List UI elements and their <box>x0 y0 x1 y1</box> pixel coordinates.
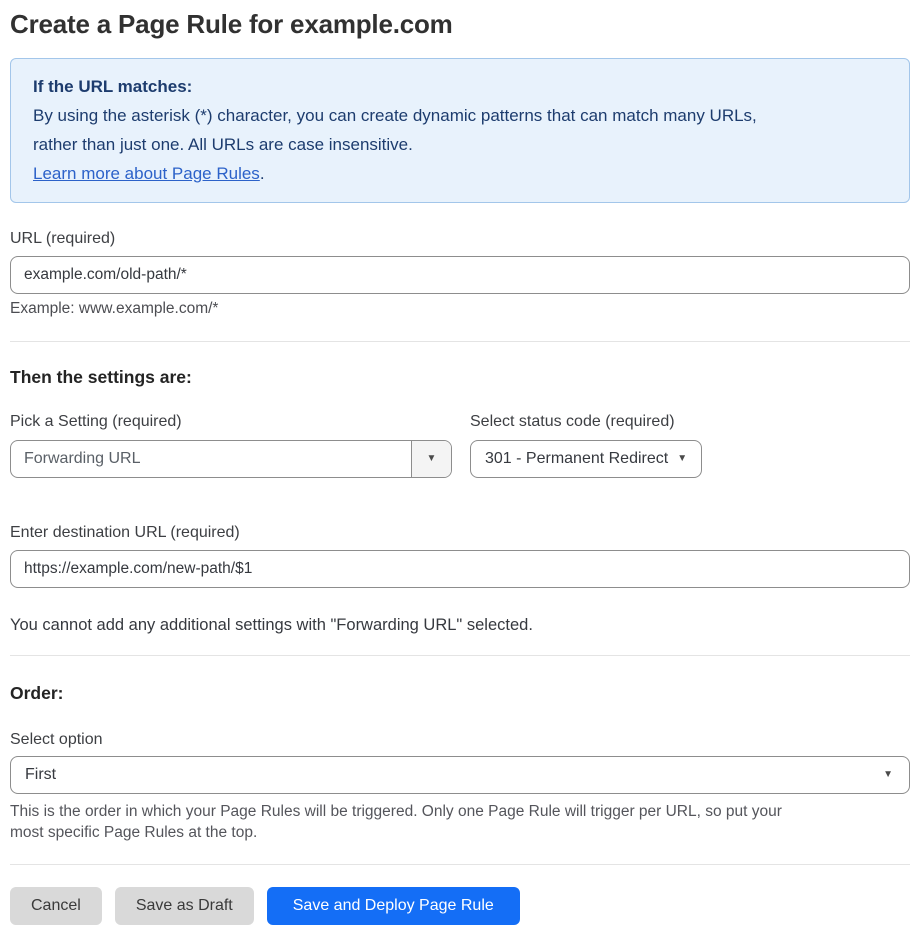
url-field-label: URL (required) <box>10 230 116 247</box>
pick-setting-dropdown-button[interactable] <box>411 441 451 477</box>
link-suffix-period: . <box>259 164 265 183</box>
order-helper-line-1: This is the order in which your Page Rules will be triggered. Only one Page Rule will trigger per URL, so put your <box>10 803 782 820</box>
destination-url-input[interactable] <box>10 550 910 588</box>
info-box-text-line-2: rather than just one. All URLs are case insensitive. <box>33 135 413 154</box>
learn-more-link[interactable]: Learn more about Page Rules <box>33 164 260 183</box>
url-match-info-box <box>10 58 910 203</box>
destination-url-label: Enter destination URL (required) <box>10 524 240 541</box>
info-box-text-line-1: By using the asterisk (*) character, you can create dynamic patterns that can match many URLs, <box>33 106 757 125</box>
pick-setting-column <box>10 412 452 478</box>
info-box-link-line <box>33 159 887 188</box>
chevron-down-icon: ▼ <box>426 453 437 464</box>
divider-after-settings <box>10 655 910 656</box>
status-code-dropdown[interactable] <box>470 440 702 478</box>
status-code-value: 301 - Permanent Redirect <box>485 450 669 467</box>
order-helper-line-2: most specific Page Rules at the top. <box>10 824 258 841</box>
divider-after-url <box>10 341 910 342</box>
status-code-column <box>470 412 702 478</box>
info-box-heading: If the URL matches: <box>33 77 193 96</box>
order-helper-text <box>10 801 910 843</box>
url-example-helper: Example: www.example.com/* <box>10 300 219 317</box>
save-and-deploy-button[interactable]: Save and Deploy Page Rule <box>267 887 520 925</box>
settings-section-heading: Then the settings are: <box>10 367 192 387</box>
chevron-down-icon: ▼ <box>677 453 688 464</box>
pick-setting-value: Forwarding URL <box>24 450 141 467</box>
forwarding-url-note: You cannot add any additional settings with "Forwarding URL" selected. <box>10 616 533 634</box>
page-title: Create a Page Rule for example.com <box>10 9 453 39</box>
url-input[interactable] <box>10 256 910 294</box>
chevron-down-icon: ▼ <box>883 769 893 780</box>
pick-setting-dropdown[interactable] <box>10 440 452 478</box>
settings-row <box>10 412 910 478</box>
save-as-draft-button[interactable]: Save as Draft <box>115 887 254 925</box>
order-dropdown-value: First <box>25 766 57 783</box>
order-section-heading: Order: <box>10 683 64 703</box>
cancel-button[interactable]: Cancel <box>10 887 102 925</box>
form-actions <box>10 887 910 925</box>
status-code-label: Select status code (required) <box>470 413 675 430</box>
order-dropdown[interactable] <box>10 756 910 794</box>
order-select-label: Select option <box>10 731 103 748</box>
divider-before-actions <box>10 864 910 865</box>
pick-setting-label: Pick a Setting (required) <box>10 413 182 430</box>
